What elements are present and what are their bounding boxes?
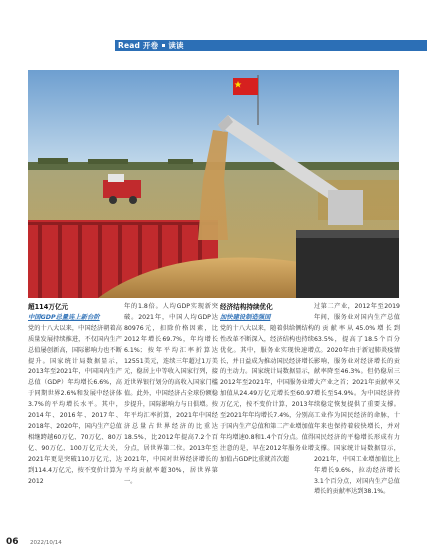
page-footer: [0, 536, 427, 552]
page-number: 06: [6, 537, 19, 547]
article-column-4: [314, 302, 400, 537]
column-text: 年的1.8倍。人均GDP实现新突破。2021年，中国人均GDP达80976元，扣除价格因素，比2012年增长69.7%，年均增长6.1%；按年平均汇率折算达12551美元，连续三年超过1万美元，稳居上中等收入国家行列，接近世界银行划分的高收入国家门槛值。此外，中国经济占全球份额稳步提升，国际影响力与日俱增。按年平均汇率折算，2021年中国经济总量占世界经济的比重达18.5%，比2012年提高7.2个百分点，居世界第二位。2013年至2021年，中国对世界经济增长的平均贡献率超30%，居世界第一。: [124, 303, 218, 485]
issue-date: 2022/10/14: [30, 540, 62, 546]
column-text: 过第二产业，2012年至2019年间，服务业对国内生产总值的贡献率从45.0%增长到63.5%，提高了18.5个百分点。2020年由于新冠肺炎疫情影响，服务业对经济增长的贡献率降至46.3%。但仍稳居三大产业之首；2021年贡献率又增长至54.9%。为中国经济持续稳定恢复提供了重要支撑。工业作为国民经济的命脉，十年来也保持着较快增长，并对国民经济的平稳增长形成有力支撑。国家统计局数据显示，2021年，中国工业增加值比上年增长9.6%，拉动经济增长3.1个百分点，对国内生产总值增长的贡献率达到38.1%。: [314, 303, 400, 496]
section-subheading: 加快建设制造强国: [220, 313, 271, 321]
article-column-2: [124, 302, 218, 537]
article-column-1: [28, 302, 122, 537]
section-heading: 超114万亿元: [28, 303, 69, 311]
section-subheading: 中国GDP总量连上新台阶: [28, 313, 100, 321]
harvest-photo: [28, 70, 399, 298]
section-name: Read 开卷: [118, 41, 159, 50]
page-header: [0, 0, 427, 62]
article-column-3: [220, 302, 314, 537]
section-heading: 经济结构持续优化: [220, 303, 273, 311]
separator-dot: [162, 44, 165, 47]
header-section-label: [118, 40, 184, 51]
column-text: 党的十八大以来，中国经济朝着高质量发展持续推进，不仅国内生产总值屡创新高，国际影响力也不断提升。国家统计局数据显示，2013年至2021年，中国国内生产总值（GDP）年均增长6.6%，高于同期世界2.6%和发展中经济体3.7%的平均增长水平。其中，2014年、2016年、2017年、2018年、2020年，国内生产总值相继跨越60万亿、70万亿、80万亿、90万亿、100万亿元大关，2021年更是突破110万亿元，达到114.4万亿元，按不变价计算为2012: [28, 324, 122, 485]
column-text: 党的十八大以来，随着供给侧结构性改革不断深入，经济结构也持续优化。其中，服务业实现快速增长，并日益成为推动国民经济增长的主动力。国家统计局数据显示，2012年至2021年，中国服务业增加值从24.49万亿元增长至60.97万亿元，按不变价计算，2013年至2021年年均增长7.4%，分别高于国内生产总值和第二产业增加值年均增速0.8和1.4个百分点。值得注意的是，早在2012年服务业增加值占GDP比重就首次超: [220, 324, 314, 463]
topic-name: 读读: [168, 41, 184, 50]
